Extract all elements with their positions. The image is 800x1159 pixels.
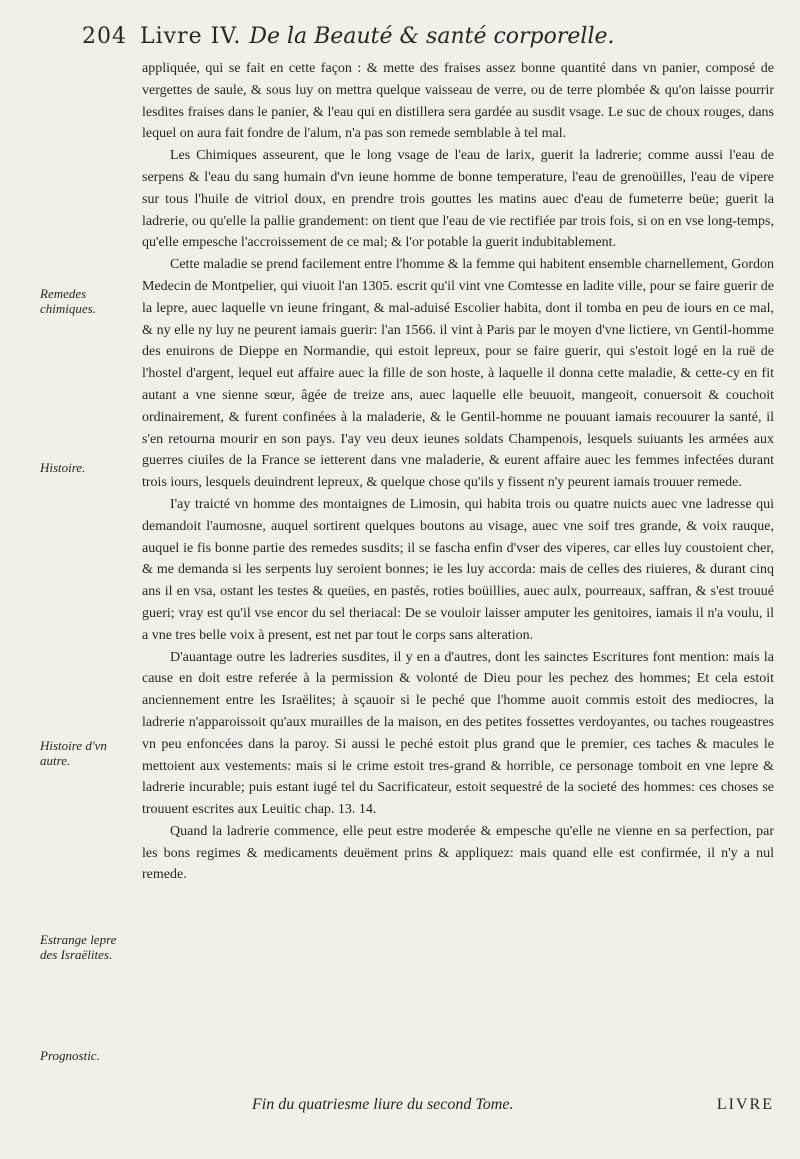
main-text: [142, 58, 774, 886]
margin-note-lepre-israelites: Estrange lepre des Israëlites.: [40, 932, 117, 962]
paragraph: I'ay traicté vn homme des montaignes de Limosin, qui habita trois ou quatre nuicts auec vne ladresse qui demandoit l'aumosne, auquel sortirent quelques boutons au visage, auec vne soif tres grande, & voix rauque, auquel ie fis bonne partie des remedes susdits; il se fascha enfin d'vser des viperes, car elles luy coustoient cher, & me demanda si les serpents luy seroient bonnes; ie les luy accorda: mais de celles des riuieres, & durant cinq ans il en vsa, ostant les testes & queües, en pastés, roties boüillies, auec aulx, pourreaux, saffran, & s'est trouué gueri; vray est qu'il vse encor du sel theriacal: De se vouloir laisser amputer les genitoires, iamais il n'a voulu, il a vne tres belle voix à present, est net par tout le corps sans alteration.: [142, 496, 774, 643]
catchword: LIVRE: [716, 1096, 774, 1113]
margin-note-histoire-autre: Histoire d'vn autre.: [40, 738, 107, 768]
paragraph: Quand la ladrerie commence, elle peut estre moderée & empesche qu'elle ne vienne en sa perfection, par les bons regimes & medicaments deuëment prins & appliquez: mais quand elle est confirmée, il n'y a nul remede.: [142, 823, 774, 883]
paragraph: Cette maladie se prend facilement entre l'homme & la femme qui habitent ensemble charnellement, Gordon Medecin de Montpelier, qui viuoit l'an 1305. escrit qu'il vint vne Comtesse en ladite ville, pour se faire guerir de la lepre, auec laquelle vn ieune fringant, & mal-aduisé Escolier habita, dont il tomba en peu de iours en ce mal, & ny elle ny luy ne peurent iamais guerir: l'an 1566. il vint à Paris par le moyen d'vne lictiere, vn Gentil-homme des enuirons de Dieppe en Normandie, qui estoit lepreux, pour se faire guerir, qui s'estoit logé en la ruë de l'hostel d'argent, lequel eut affaire auec la fille de son hoste, à laquelle il donna cette maladie, & cette-cy en fit autant a vne sienne sœur, âgée de treize ans, auec laquelle elle beuuoit, mangeoit, conuersoit & couchoit ordinairement, & furent confinées à la maladerie, & le Gentil-homme ne pouuant iamais recouurer la santé, il s'en retourna mourir en son pays. I'ay veu deux ieunes soldats Champenois, lesquels suiuants les armées aux guerres ciuiles de la France se ietterent dans vne maladerie, & eurent affaire auec les femmes infectées durant trois iours, lesquels deuindrent lepreux, & quelque chose qu'ils y fissent n'y peurent iamais trouuer remede.: [142, 257, 774, 491]
margin-note-histoire: Histoire.: [40, 460, 86, 475]
paragraph: D'auantage outre les ladreries susdites, il y en a d'autres, dont les sainctes Escritures font mention: mais la cause en doit estre referée à la permission & volonté de Dieu pour les pechez des hommes; Et cela estoit anciennement entre les Israëlites; à sçauoir si le peché que l'homme auoit commis estoit des mediocres, la ladrerie n'apparoissoit qu'aux murailles de la maison, en des petites fossettes verdoyantes, ou taches rougeastres vn peu enfoncées dans la paroy. Si aussi le peché estoit plus grand que le premier, ces taches & macules le mettoient aux vestements: mais si le crime estoit tres-grand & horrible, ce personage tomboit en vne lepre & ladrerie incurable; puis estant iugé tel du Sacrificateur, estoit sequestré de la societé des hommes: ces choses se trouuent escrites aux Leuitic chap. 13. 14.: [142, 649, 774, 818]
book-label: Livre IV.: [140, 24, 242, 49]
end-of-book-note: Fin du quatriesme liure du second Tome.: [252, 1096, 514, 1113]
paragraph: Les Chimiques asseurent, que le long vsage de l'eau de larix, guerit la ladrerie; comme aussi l'eau de serpens & l'eau du sang humain d'vn ieune homme de bonne temperature, l'eau de grenoüilles, l'eau de vipere sur tous l'huile de vitriol doux, en prendre trois gouttes les matins auec d'eau de fumeterre beüe; guerit la ladrerie, ou qu'elle la pallie grandement: on tient que l'eau de vie rectifiée par trois fois, si on en vse long-temps, qu'elle empesche l'accroissement de ce mal; & l'or potable la guerit indubitablement.: [142, 148, 774, 251]
running-header: [82, 24, 762, 56]
paragraph: appliquée, qui se fait en cette façon : & mette des fraises assez bonne quantité dans vn panier, composé de vergettes de saule, & sous luy on mettra quelque vaisseau de verre, ou de terre plombée & qu'on laisse pourrir lesdites fraises dans le panier, & l'eau qui en distillera sera gardée au susdit vsage. Le suc de choux rouges, dans lequel on aura fait fondre de l'alum, n'a pas son remede semblable à tel mal.: [142, 61, 774, 142]
page-number: 204: [82, 24, 127, 49]
chapter-title: De la Beauté & santé corporelle.: [249, 24, 615, 49]
margin-note-prognostic: Prognostic.: [40, 1048, 100, 1063]
page-footer: [142, 1096, 774, 1122]
running-title: [140, 24, 615, 49]
margin-note-remedes: Remedes chimiques.: [40, 286, 96, 316]
